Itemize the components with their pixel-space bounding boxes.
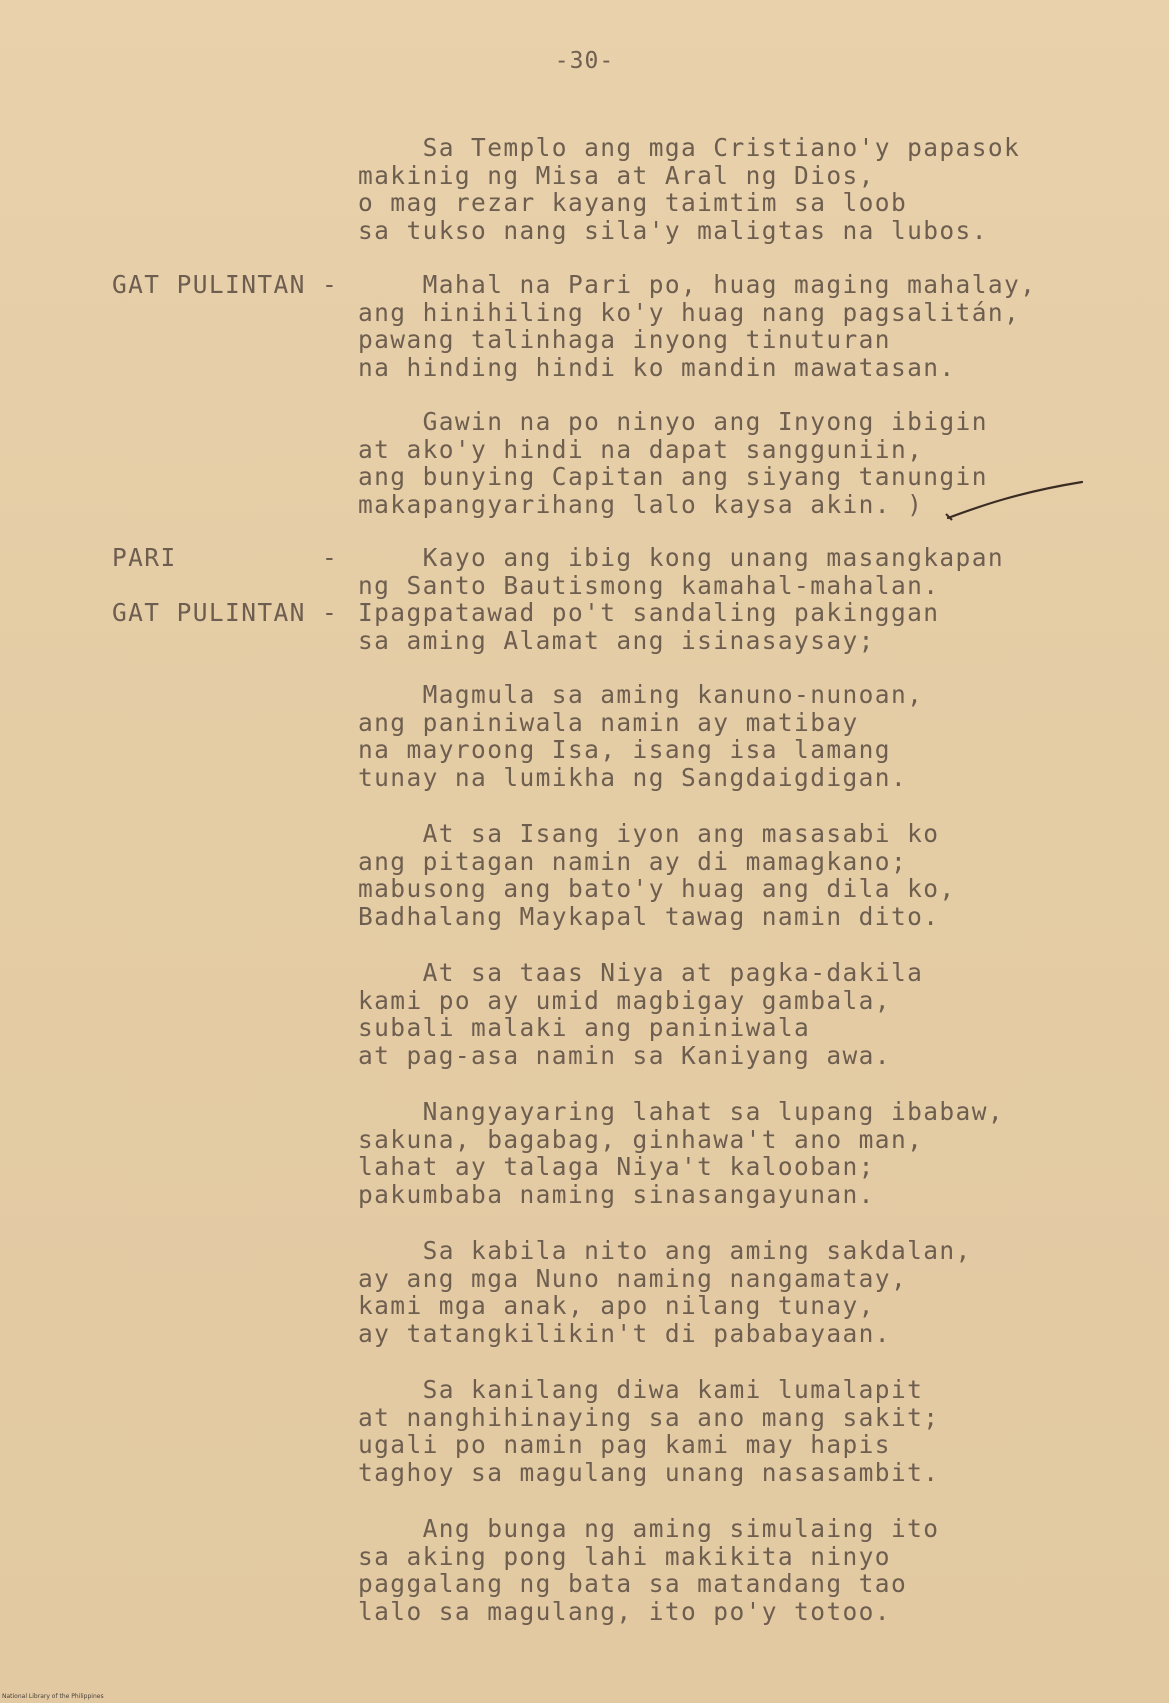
verse-line: at nanghihinaying sa ano mang sakit; (358, 1402, 940, 1432)
verse-line: ay ang mga Nuno naming nangamatay, (358, 1263, 908, 1293)
speaker-label: PARI (112, 543, 177, 572)
verse-line: at ako'y hindi na dapat sangguniin, (358, 434, 924, 464)
verse-line: ang pitagan namin ay di mamagkano; (358, 846, 908, 876)
handwritten-pen-stroke (940, 478, 1090, 528)
verse-line: Ang bunga ng aming simulaing ito (358, 1514, 940, 1543)
verse-line: pawang talinhaga inyong tinuturan (358, 325, 891, 354)
verse-line: ugali po namin pag kami may hapis (358, 1430, 891, 1459)
footer-credit: National Library of the Philippines (2, 1693, 104, 1700)
verse-line: paggalang ng bata sa matandang tao (358, 1569, 908, 1598)
verse-line: Sa kabila nito ang aming sakdalan, (358, 1236, 972, 1265)
verse-line: Sa kanilang diwa kami lumalapit (358, 1375, 924, 1404)
verse-line: Ipagpatawad po't sandaling pakinggan (358, 598, 940, 627)
verse-line: At sa Isang iyon ang masasabi ko (358, 819, 940, 848)
verse-line: na mayroong Isa, isang isa lamang (358, 735, 891, 764)
verse-line: Kayo ang ibig kong unang masangkapan (358, 543, 1005, 572)
verse-line: sakuna, bagabag, ginhawa't ano man, (358, 1124, 924, 1154)
verse-line: Nangyayaring lahat sa lupang ibabaw, (358, 1097, 1005, 1126)
verse-line: Sa Templo ang mga Cristiano'y papasok (358, 133, 1021, 162)
speaker-label: GAT PULINTAN - (112, 598, 339, 627)
verse-line: sa aking pong lahi makikita ninyo (358, 1541, 891, 1571)
verse-line: pakumbaba naming sinasangayunan. (358, 1179, 875, 1209)
verse-line: mabusong ang bato'y huag ang dila ko, (358, 874, 956, 903)
speaker-label: GAT PULINTAN - (112, 270, 339, 299)
verse-line: at pag-asa namin sa Kaniyang awa. (358, 1040, 891, 1070)
verse-line: subali malaki ang paniniwala (358, 1013, 811, 1042)
verse-line: kami mga anak, apo nilang tunay, (358, 1291, 875, 1320)
verse-line: kami po ay umid magbigay gambala, (358, 985, 891, 1015)
verse-line: sa aming Alamat ang isinasaysay; (358, 625, 875, 655)
verse-line: ang paniniwala namin ay matibay (358, 707, 859, 737)
verse-line: Badhalang Maykapal tawag namin dito. (358, 901, 940, 931)
verse-line: lalo sa magulang, ito po'y totoo. (358, 1596, 891, 1626)
verse-line: ng Santo Bautismong kamahal-mahalan. (358, 570, 940, 600)
verse-line: Mahal na Pari po, huag maging mahalay, (358, 270, 1037, 299)
verse-line: tunay na lumikha ng Sangdaigdigan. (358, 762, 908, 792)
verse-line: o mag rezar kayang taimtim sa loob (358, 188, 908, 217)
page-number: -30- (554, 48, 615, 74)
verse-line: ang hinihiling ko'y huag nang pagsalitán, (358, 297, 1021, 327)
verse-line: Magmula sa aming kanuno-nunoan, (358, 680, 924, 709)
verse-line: At sa taas Niya at pagka-dakila (358, 958, 924, 987)
verse-line: lahat ay talaga Niya't kalooban; (358, 1152, 875, 1181)
verse-line: makinig ng Misa at Aral ng Dios, (358, 160, 875, 190)
verse-line: sa tukso nang sila'y maligtas na lubos. (358, 215, 988, 245)
speaker-dash: - (322, 543, 339, 572)
verse-line: ang bunying Capitan ang siyang tanungin (358, 462, 988, 491)
verse-line: taghoy sa magulang unang nasasambit. (358, 1457, 940, 1487)
verse-line: ay tatangkilikin't di pababayaan. (358, 1318, 891, 1348)
verse-line: na hinding hindi ko mandin mawatasan. (358, 352, 956, 382)
verse-line: makapangyarihang lalo kaysa akin. ) (358, 489, 924, 519)
verse-line: Gawin na po ninyo ang Inyong ibigin (358, 407, 988, 436)
